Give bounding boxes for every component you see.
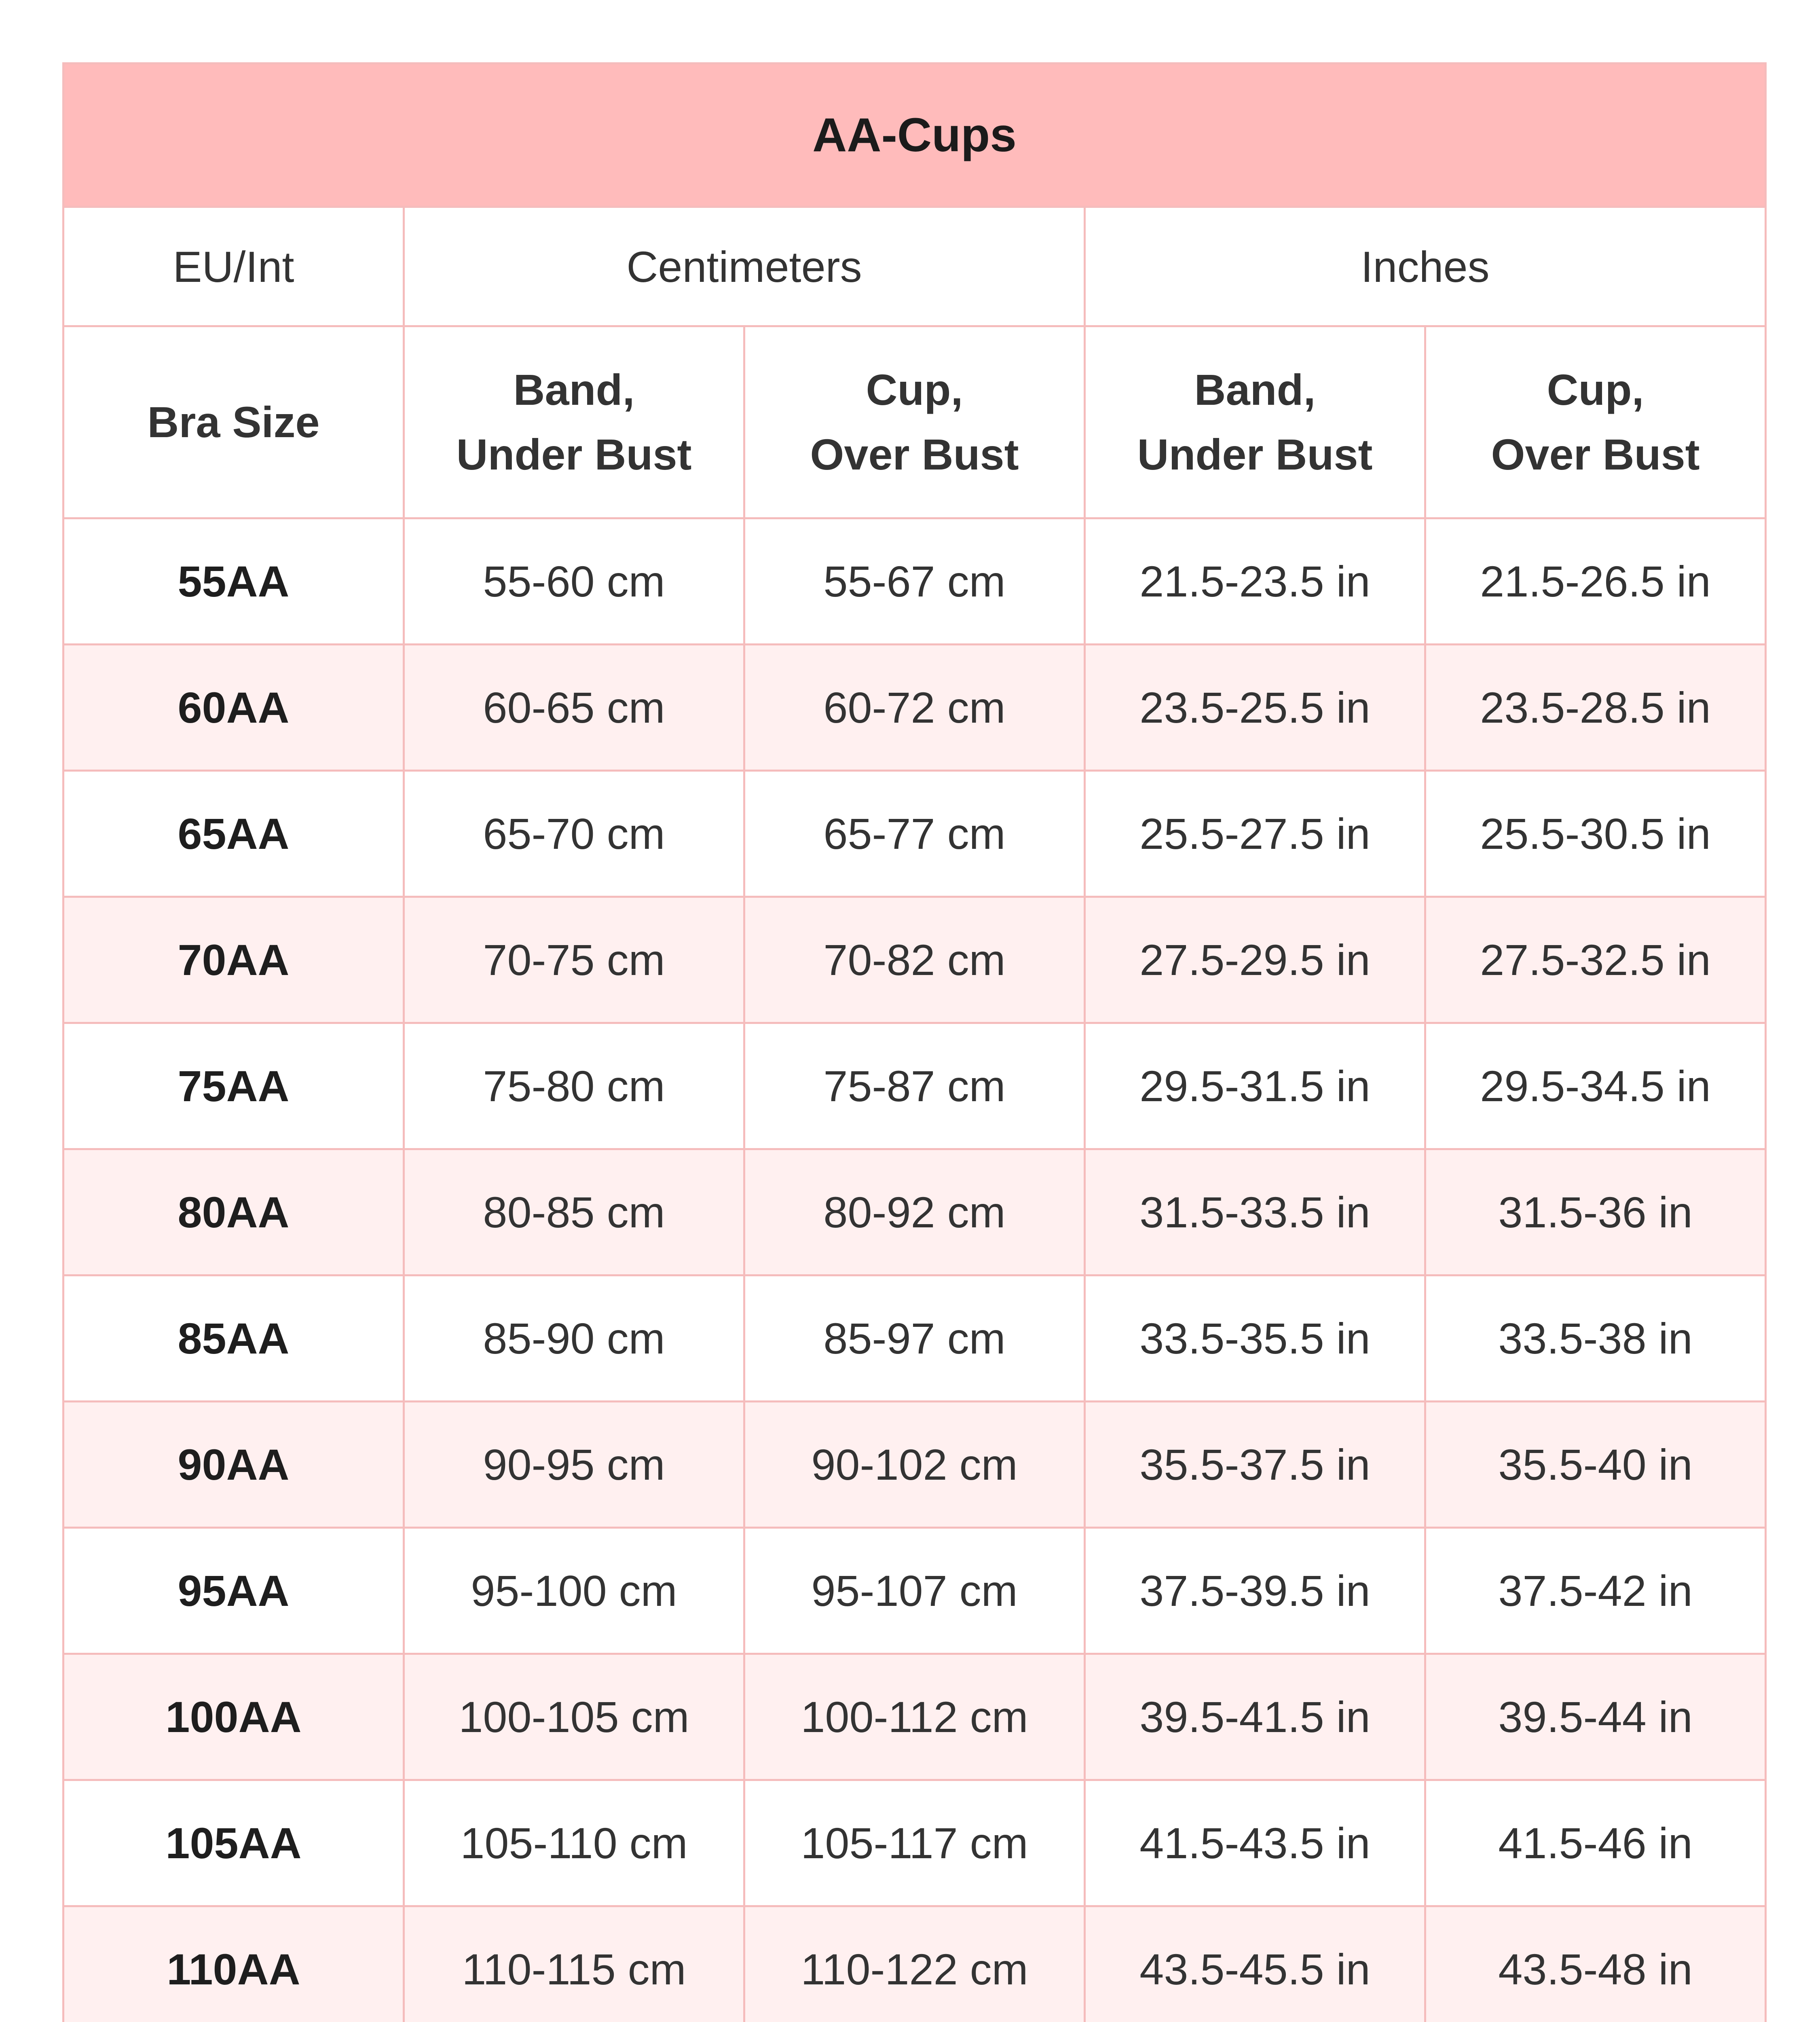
band-cm-cell: 75-80 cm [404,1023,744,1149]
cup-in-cell: 37.5-42 in [1425,1528,1766,1654]
cup-in-header-line2: Over Bust [1491,430,1700,479]
band-in-header-line2: Under Bust [1137,430,1373,479]
cup-cm-cell: 90-102 cm [744,1402,1085,1528]
band-in-header [1085,326,1425,518]
unit-group-row [63,207,1766,326]
band-cm-cell: 65-70 cm [404,771,744,897]
table-row [63,1275,1766,1402]
band-cm-cell: 100-105 cm [404,1654,744,1780]
centimeters-header: Centimeters [404,207,1085,326]
bra-size-header: Bra Size [63,326,404,518]
cup-in-cell: 41.5-46 in [1425,1780,1766,1906]
cup-in-cell: 31.5-36 in [1425,1149,1766,1275]
bra-size-cell: 85AA [63,1275,404,1402]
band-cm-cell: 85-90 cm [404,1275,744,1402]
cup-cm-cell: 100-112 cm [744,1654,1085,1780]
cup-cm-cell: 75-87 cm [744,1023,1085,1149]
bra-size-cell: 110AA [63,1906,404,2022]
cup-in-cell: 21.5-26.5 in [1425,518,1766,645]
cup-cm-header [744,326,1085,518]
column-header-row [63,326,1766,518]
bra-size-table [62,62,1767,2022]
cup-in-header-line1: Cup, [1547,365,1644,414]
band-in-cell: 33.5-35.5 in [1085,1275,1425,1402]
band-cm-cell: 90-95 cm [404,1402,744,1528]
band-in-cell: 21.5-23.5 in [1085,518,1425,645]
size-system-header: EU/Int [63,207,404,326]
table-row [63,1906,1766,2022]
band-cm-cell: 95-100 cm [404,1528,744,1654]
table-row [63,1780,1766,1906]
cup-cm-cell: 80-92 cm [744,1149,1085,1275]
bra-size-cell: 55AA [63,518,404,645]
cup-cm-header-line1: Cup, [866,365,963,414]
cup-cm-cell: 70-82 cm [744,897,1085,1023]
cup-in-cell: 29.5-34.5 in [1425,1023,1766,1149]
inches-header: Inches [1085,207,1766,326]
table-row [63,1654,1766,1780]
cup-in-cell: 43.5-48 in [1425,1906,1766,2022]
band-cm-cell: 55-60 cm [404,518,744,645]
table-row [63,1528,1766,1654]
cup-in-cell: 35.5-40 in [1425,1402,1766,1528]
table-row [63,771,1766,897]
table-header [63,63,1766,518]
cup-in-cell: 39.5-44 in [1425,1654,1766,1780]
bra-size-cell: 90AA [63,1402,404,1528]
cup-cm-header-line2: Over Bust [810,430,1019,479]
cup-cm-cell: 85-97 cm [744,1275,1085,1402]
bra-size-cell: 95AA [63,1528,404,1654]
bra-size-cell: 100AA [63,1654,404,1780]
band-in-cell: 37.5-39.5 in [1085,1528,1425,1654]
table-row [63,645,1766,771]
band-cm-cell: 110-115 cm [404,1906,744,2022]
table-title: AA-Cups [63,63,1766,207]
band-in-header-line1: Band, [1194,365,1316,414]
bra-size-cell: 80AA [63,1149,404,1275]
band-in-cell: 27.5-29.5 in [1085,897,1425,1023]
bra-size-cell: 70AA [63,897,404,1023]
cup-in-cell: 23.5-28.5 in [1425,645,1766,771]
table-row [63,1149,1766,1275]
table-row [63,1402,1766,1528]
cup-cm-cell: 95-107 cm [744,1528,1085,1654]
band-in-cell: 41.5-43.5 in [1085,1780,1425,1906]
band-cm-cell: 80-85 cm [404,1149,744,1275]
band-cm-header-line1: Band, [513,365,635,414]
band-in-cell: 29.5-31.5 in [1085,1023,1425,1149]
band-in-cell: 39.5-41.5 in [1085,1654,1425,1780]
cup-in-cell: 27.5-32.5 in [1425,897,1766,1023]
bra-size-cell: 60AA [63,645,404,771]
table-body [63,518,1766,2022]
band-cm-cell: 105-110 cm [404,1780,744,1906]
bra-size-cell: 105AA [63,1780,404,1906]
band-in-cell: 25.5-27.5 in [1085,771,1425,897]
band-cm-cell: 70-75 cm [404,897,744,1023]
bra-size-cell: 65AA [63,771,404,897]
band-in-cell: 35.5-37.5 in [1085,1402,1425,1528]
title-row [63,63,1766,207]
band-in-cell: 23.5-25.5 in [1085,645,1425,771]
band-in-cell: 31.5-33.5 in [1085,1149,1425,1275]
band-cm-header [404,326,744,518]
cup-cm-cell: 105-117 cm [744,1780,1085,1906]
bra-size-cell: 75AA [63,1023,404,1149]
table-row [63,518,1766,645]
band-cm-cell: 60-65 cm [404,645,744,771]
cup-cm-cell: 65-77 cm [744,771,1085,897]
table-row [63,897,1766,1023]
table-row [63,1023,1766,1149]
cup-cm-cell: 60-72 cm [744,645,1085,771]
cup-in-cell: 25.5-30.5 in [1425,771,1766,897]
band-cm-header-line2: Under Bust [456,430,692,479]
cup-in-cell: 33.5-38 in [1425,1275,1766,1402]
cup-in-header [1425,326,1766,518]
band-in-cell: 43.5-45.5 in [1085,1906,1425,2022]
cup-cm-cell: 55-67 cm [744,518,1085,645]
cup-cm-cell: 110-122 cm [744,1906,1085,2022]
